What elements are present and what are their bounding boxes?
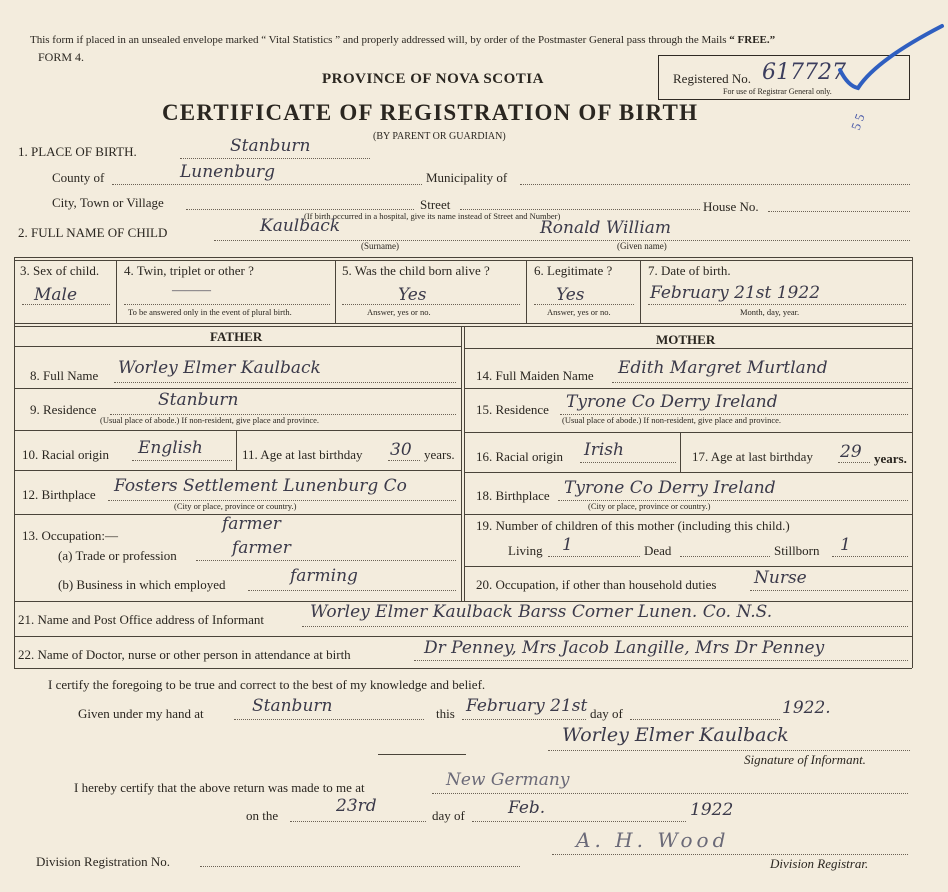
father-name-value: Worley Elmer Kaulback xyxy=(118,358,321,378)
birth-date-value: February 21st 1922 xyxy=(650,283,821,303)
child-name-label: 2. FULL NAME OF CHILD xyxy=(18,225,168,240)
division-registration-label: Division Registration No. xyxy=(36,854,170,869)
registrar-signature: A. H. Wood xyxy=(576,828,730,852)
place-of-birth-label: 1. PLACE OF BIRTH. xyxy=(18,144,137,159)
mother-birthplace-note: (City or place, province or country.) xyxy=(588,501,711,511)
father-birthplace-label: 12. Birthplace xyxy=(22,487,96,502)
sex-label: 3. Sex of child. xyxy=(20,263,100,278)
registered-label: Registered No. xyxy=(673,71,751,86)
informant-signature: Worley Elmer Kaulback xyxy=(562,724,789,746)
father-age-label: 11. Age at last birthday xyxy=(242,447,363,462)
certificate-title: CERTIFICATE OF REGISTRATION OF BIRTH xyxy=(162,100,699,125)
registrar-year-value: 1922 xyxy=(690,800,734,820)
twin-value: ——— xyxy=(172,282,211,297)
postal-notice: This form if placed in an unsealed envelope marked “ Vital Statistics ” and properly addressed will, by order of the Postmaster General pass through the Mails “ FREE.” xyxy=(30,34,776,46)
registrar-day-value: 23rd xyxy=(336,796,377,816)
child-given-name: Ronald William xyxy=(540,218,672,238)
trade-label: (a) Trade or profession xyxy=(58,548,177,563)
stillborn-label: Stillborn xyxy=(774,543,820,558)
registered-number: 617727 xyxy=(762,60,846,85)
province-heading: PROVINCE OF NOVA SCOTIA xyxy=(322,71,544,87)
father-name-label: 8. Full Name xyxy=(30,368,99,383)
legitimate-note: Answer, yes or no. xyxy=(547,307,611,317)
father-residence-note: (Usual place of abode.) If non-resident, give place and province. xyxy=(100,415,320,425)
children-count-label: 19. Number of children of this mother (including this child.) xyxy=(476,518,790,533)
registrar-use-note: For use of Registrar General only. xyxy=(723,87,832,96)
father-occupation-value: farmer xyxy=(222,514,281,534)
day-of-label: day of xyxy=(590,706,623,721)
living-label: Living xyxy=(508,543,543,558)
mother-residence-value: Tyrone Co Derry Ireland xyxy=(566,392,778,412)
division-registrar-label: Division Registrar. xyxy=(770,856,869,871)
street-label: Street xyxy=(420,197,451,212)
alive-value: Yes xyxy=(398,285,427,305)
mother-residence-label: 15. Residence xyxy=(476,402,549,417)
father-age-value: 30 xyxy=(390,440,412,460)
registrar-place-value: New Germany xyxy=(446,770,570,790)
mother-heading: MOTHER xyxy=(656,332,716,347)
father-racial-label: 10. Racial origin xyxy=(22,447,110,462)
child-surname: Kaulback xyxy=(260,216,341,236)
mother-birthplace-label: 18. Birthplace xyxy=(476,488,550,503)
father-birthplace-value: Fosters Settlement Lunenburg Co xyxy=(114,476,407,496)
doctor-label: 22. Name of Doctor, nurse or other person in attendance at birth xyxy=(18,647,351,662)
mother-name-label: 14. Full Maiden Name xyxy=(476,368,594,383)
signature-of-informant-label: Signature of Informant. xyxy=(744,752,866,767)
city-label: City, Town or Village xyxy=(52,195,164,210)
sex-value: Male xyxy=(34,285,78,305)
certificate-subtitle: (BY PARENT OR GUARDIAN) xyxy=(373,131,506,142)
given-name-caption: (Given name) xyxy=(617,241,667,251)
place-of-birth-value: Stanburn xyxy=(230,136,311,156)
mother-years-label: years. xyxy=(874,451,907,466)
alive-note: Answer, yes or no. xyxy=(367,307,431,317)
registrar-day-of-label: day of xyxy=(432,808,465,823)
mother-birthplace-value: Tyrone Co Derry Ireland xyxy=(564,478,776,498)
mother-racial-label: 16. Racial origin xyxy=(476,449,564,464)
mother-occupation-value: Nurse xyxy=(754,568,807,588)
informant-label: 21. Name and Post Office address of Informant xyxy=(18,612,264,627)
birth-date-label: 7. Date of birth. xyxy=(648,263,731,278)
father-racial-value: English xyxy=(138,438,203,458)
doctor-value: Dr Penney, Mrs Jacob Langille, Mrs Dr Penney xyxy=(424,638,825,658)
business-label: (b) Business in which employed xyxy=(58,577,226,592)
business-value: farming xyxy=(290,566,358,586)
mother-age-label: 17. Age at last birthday xyxy=(692,449,813,464)
county-label: County of xyxy=(52,170,105,185)
father-occupation-label: 13. Occupation:— xyxy=(22,528,119,543)
stamp-mark: 5 5 xyxy=(847,111,868,133)
check-mark-icon xyxy=(836,20,946,100)
hospital-note: (If birth occurred in a hospital, give its name instead of Street and Number) xyxy=(304,211,561,221)
form-number: FORM 4. xyxy=(38,50,85,64)
surname-caption: (Surname) xyxy=(361,241,399,251)
father-years-label: years. xyxy=(424,447,455,462)
given-at-value: Stanburn xyxy=(252,696,333,716)
given-at-label: Given under my hand at xyxy=(78,706,204,721)
father-birthplace-note: (City or place, province or country.) xyxy=(174,501,297,511)
twin-label: 4. Twin, triplet or other ? xyxy=(124,263,254,278)
municipality-label: Municipality of xyxy=(426,170,508,185)
legitimate-value: Yes xyxy=(556,285,585,305)
on-the-label: on the xyxy=(246,808,279,823)
birth-date-note: Month, day, year. xyxy=(740,307,800,317)
legitimate-label: 6. Legitimate ? xyxy=(534,263,613,278)
this-day-value: February 21st xyxy=(466,696,588,716)
mother-racial-value: Irish xyxy=(584,440,624,460)
mother-name-value: Edith Margret Murtland xyxy=(618,358,828,378)
living-value: 1 xyxy=(562,535,573,555)
trade-value: farmer xyxy=(232,538,291,558)
dead-label: Dead xyxy=(644,543,672,558)
father-residence-label: 9. Residence xyxy=(30,402,97,417)
certify-year-value: 1922. xyxy=(782,698,831,718)
alive-label: 5. Was the child born alive ? xyxy=(342,263,490,278)
certify-statement: I certify the foregoing to be true and correct to the best of my knowledge and belief. xyxy=(48,677,486,692)
father-residence-value: Stanburn xyxy=(158,390,239,410)
father-heading: FATHER xyxy=(210,329,263,344)
this-label: this xyxy=(436,706,455,721)
house-label: House No. xyxy=(703,199,759,214)
twin-note: To be answered only in the event of plural birth. xyxy=(128,307,292,317)
registrar-month-value: Feb. xyxy=(508,798,546,818)
stillborn-value: 1 xyxy=(840,535,851,555)
county-value: Lunenburg xyxy=(180,162,276,182)
registrar-statement: I hereby certify that the above return was made to me at xyxy=(74,780,365,795)
mother-age-value: 29 xyxy=(840,442,862,462)
informant-value: Worley Elmer Kaulback Barss Corner Lunen. Co. N.S. xyxy=(310,602,773,622)
mother-occupation-label: 20. Occupation, if other than household duties xyxy=(476,577,717,592)
mother-residence-note: (Usual place of abode.) If non-resident, give place and province. xyxy=(562,415,782,425)
